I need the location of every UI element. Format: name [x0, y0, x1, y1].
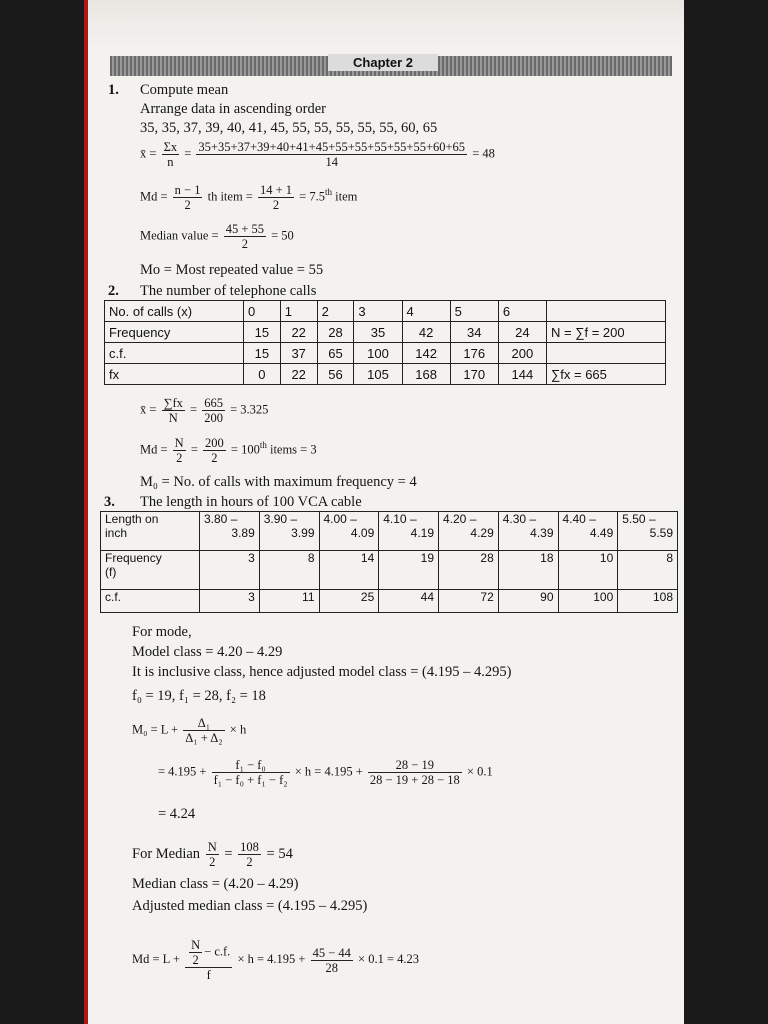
class-interval-cell: 4.30 – 4.39 — [498, 512, 558, 551]
table-cell: 168 — [402, 364, 450, 385]
class-interval-cell: 3.90 – 3.99 — [259, 512, 319, 551]
mean-frac-1: $\frac{\Sigma x}{n}$ — [163, 140, 178, 169]
table-cell: N = ∑f = 200 — [547, 322, 666, 343]
table-cell: 22 — [280, 364, 317, 385]
q2-mean-formula: x̄ = $\frac{\sum fx}{N}$ = $\frac{665}{200}$ = 3.325 — [140, 396, 269, 425]
table-cell: 176 — [450, 343, 498, 364]
cf-cell: 108 — [618, 590, 678, 613]
table-cell: 5 — [450, 301, 498, 322]
q2-title: The number of telephone calls — [140, 283, 317, 299]
frequency-cell: 18 — [498, 551, 558, 590]
q3-mode-formula: M₀ = L + $\frac{\text{Δ₁}}{\text{Δ₁ + Δ₂}}$ × h — [132, 716, 247, 745]
table-row — [105, 322, 666, 343]
q3-median-position: For Median $\frac{N}{2}$ = $\frac{108}{2}$ = 54 — [132, 840, 293, 869]
row-label-cell: Frequency (f) — [101, 551, 200, 590]
q1-median-position: Md = $\frac{n - 1}{2}$ th item = $\frac{14 + 1}{2}$ = 7.5th item — [140, 183, 358, 212]
cf-cell: 25 — [319, 590, 379, 613]
q1-median-value: Median value = $\frac{45 + 55}{2}$ = 50 — [140, 222, 294, 251]
table-row — [101, 512, 678, 551]
table-cell: 6 — [498, 301, 546, 322]
class-interval-cell: 4.40 – 4.49 — [558, 512, 618, 551]
table-cell: 2 — [317, 301, 354, 322]
row-label-cell: c.f. — [101, 590, 200, 613]
table-cell: 15 — [244, 322, 281, 343]
table-cell: 0 — [244, 364, 281, 385]
cf-cell: 11 — [259, 590, 319, 613]
mean-result: = 48 — [472, 146, 495, 161]
cf-cell: 44 — [379, 590, 439, 613]
table-cell: 35 — [354, 322, 402, 343]
q3-f-values: f₀ = 19, f₁ = 28, f₂ = 18 — [132, 688, 266, 704]
table-cell: 37 — [280, 343, 317, 364]
table-cell — [547, 343, 666, 364]
class-interval-cell: 4.20 – 4.29 — [439, 512, 499, 551]
cf-cell: 72 — [439, 590, 499, 613]
table-cell: 1 — [280, 301, 317, 322]
frequency-cell: 28 — [439, 551, 499, 590]
table-cell: 170 — [450, 364, 498, 385]
table-row — [105, 364, 666, 385]
fm-frac-2: $\frac{108}{2}$ — [240, 840, 259, 869]
chapter-title: Chapter 2 — [328, 54, 438, 71]
table-cell: 15 — [244, 343, 281, 364]
md3-frac-main: $\frac{N}{2}$ − c.f. f — [185, 938, 232, 982]
frequency-cell: 14 — [319, 551, 379, 590]
q2-mode: M₀ = No. of calls with maximum frequency = 4 — [140, 474, 417, 490]
q2-number: 2. — [108, 283, 119, 299]
mo2-frac-2: $\frac{28 - 19}{28 - 19 + 28 - 18}$ — [369, 758, 460, 787]
frequency-cell: 3 — [200, 551, 260, 590]
frequency-cell: 19 — [379, 551, 439, 590]
md-frac-2: $\frac{14 + 1}{2}$ — [259, 183, 293, 212]
table-row — [101, 590, 678, 613]
table-cell: 22 — [280, 322, 317, 343]
table-cell: 100 — [354, 343, 402, 364]
cf-cell: 3 — [200, 590, 260, 613]
mo2-frac-1: $\frac{\text{f₁ − f₀}}{\text{f₁ − f₀ + f₁ − f₂}}$ — [213, 758, 288, 787]
table-cell: 3 — [354, 301, 402, 322]
table-cell: ∑fx = 665 — [547, 364, 666, 385]
row-label-cell: Length on inch — [101, 512, 200, 551]
table-row — [101, 551, 678, 590]
q3-adjusted-median-class: Adjusted median class = (4.195 – 4.295) — [132, 898, 368, 914]
q1-number: 1. — [108, 82, 119, 98]
q3-median-class: Median class = (4.20 – 4.29) — [132, 876, 299, 892]
medval-frac: $\frac{45 + 55}{2}$ — [225, 222, 264, 251]
table-cell: 105 — [354, 364, 402, 385]
q1-title: Compute mean — [140, 82, 229, 98]
table-cell: 34 — [450, 322, 498, 343]
q1-data-list: 35, 35, 37, 39, 40, 41, 45, 55, 55, 55, 55, 55, 60, 65 — [140, 120, 438, 136]
table-row — [105, 343, 666, 364]
textbook-page — [88, 0, 684, 1024]
table-cell: 0 — [244, 301, 281, 322]
fm-frac-1: $\frac{N}{2}$ — [207, 840, 217, 869]
row-label-cell: c.f. — [105, 343, 244, 364]
md3-frac-2: $\frac{45 - 44}{28}$ — [312, 945, 351, 975]
table-cell: 200 — [498, 343, 546, 364]
mo-frac: $\frac{\text{Δ₁}}{\text{Δ₁ + Δ₂}}$ — [185, 716, 223, 745]
q3-mode-result: = 4.24 — [158, 806, 196, 822]
md3-frac-inner: $\frac{N}{2}$ — [191, 938, 201, 967]
q3-number: 3. — [104, 494, 115, 510]
faded-top-margin — [88, 0, 684, 48]
table-cell: 144 — [498, 364, 546, 385]
q2-mean-frac-1: $\frac{\sum fx}{N}$ — [163, 396, 183, 425]
q3-modal-class: Model class = 4.20 – 4.29 — [132, 644, 283, 660]
q2-md-frac-1: $\frac{N}{2}$ — [174, 436, 184, 465]
q2-median: Md = $\frac{N}{2}$ = $\frac{200}{2}$ = 100th items = 3 — [140, 436, 317, 465]
q3-for-mode: For mode, — [132, 624, 192, 640]
row-label-cell: fx — [105, 364, 244, 385]
mean-frac-2: $\frac{35+35+37+39+40+41+45+55+55+55+55+55+60+65}{14}$ — [198, 140, 466, 169]
q2-mean-frac-2: $\frac{665}{200}$ — [204, 396, 223, 425]
frequency-cell: 8 — [259, 551, 319, 590]
table-cell: 142 — [402, 343, 450, 364]
q3-median-formula: Md = L + $\frac{N}{2}$ − c.f. f × h = 4.195 + $\frac{45 - 44}{28}$ × 0.1 = 4.23 — [132, 938, 420, 982]
q3-title: The length in hours of 100 VCA cable — [140, 494, 362, 510]
class-interval-cell: 4.00 – 4.09 — [319, 512, 379, 551]
q2-md-frac-2: $\frac{200}{2}$ — [205, 436, 224, 465]
row-label-cell: No. of calls (x) — [105, 301, 244, 322]
table-cell: 65 — [317, 343, 354, 364]
table-cell: 28 — [317, 322, 354, 343]
class-interval-cell: 5.50 – 5.59 — [618, 512, 678, 551]
q3-mode-substitution: = 4.195 + $\frac{\text{f₁ − f₀}}{\text{f₁ − f₀ + f₁ − f₂}}$ × h = 4.195 + $\frac{28 - 19}{28 - 19 + 28 - 18}$ × 0.1 — [158, 758, 493, 787]
q1-mode: Mo = Most repeated value = 55 — [140, 262, 324, 278]
cf-cell: 90 — [498, 590, 558, 613]
table-cell: 42 — [402, 322, 450, 343]
q3-inclusive-note: It is inclusive class, hence adjusted model class = (4.195 – 4.295) — [132, 664, 512, 680]
table-row — [105, 301, 666, 322]
cf-cell: 100 — [558, 590, 618, 613]
frequency-cell: 10 — [558, 551, 618, 590]
frequency-cell: 8 — [618, 551, 678, 590]
md-frac-1: $\frac{n - 1}{2}$ — [174, 183, 201, 212]
table-cell — [547, 301, 666, 322]
vca-cable-table — [100, 511, 678, 613]
row-label-cell: Frequency — [105, 322, 244, 343]
table-cell: 4 — [402, 301, 450, 322]
table-cell: 56 — [317, 364, 354, 385]
telephone-calls-table — [104, 300, 666, 385]
q1-arrange: Arrange data in ascending order — [140, 101, 327, 117]
table-cell: 24 — [498, 322, 546, 343]
class-interval-cell: 3.80 – 3.89 — [200, 512, 260, 551]
q1-mean-formula: x̄ = $\frac{\Sigma x}{n}$ = $\frac{35+35+37+39+40+41+45+55+55+55+55+55+60+65}{14}$ = 48 — [140, 140, 495, 169]
class-interval-cell: 4.10 – 4.19 — [379, 512, 439, 551]
mean-lhs: x̄ = — [140, 146, 157, 161]
